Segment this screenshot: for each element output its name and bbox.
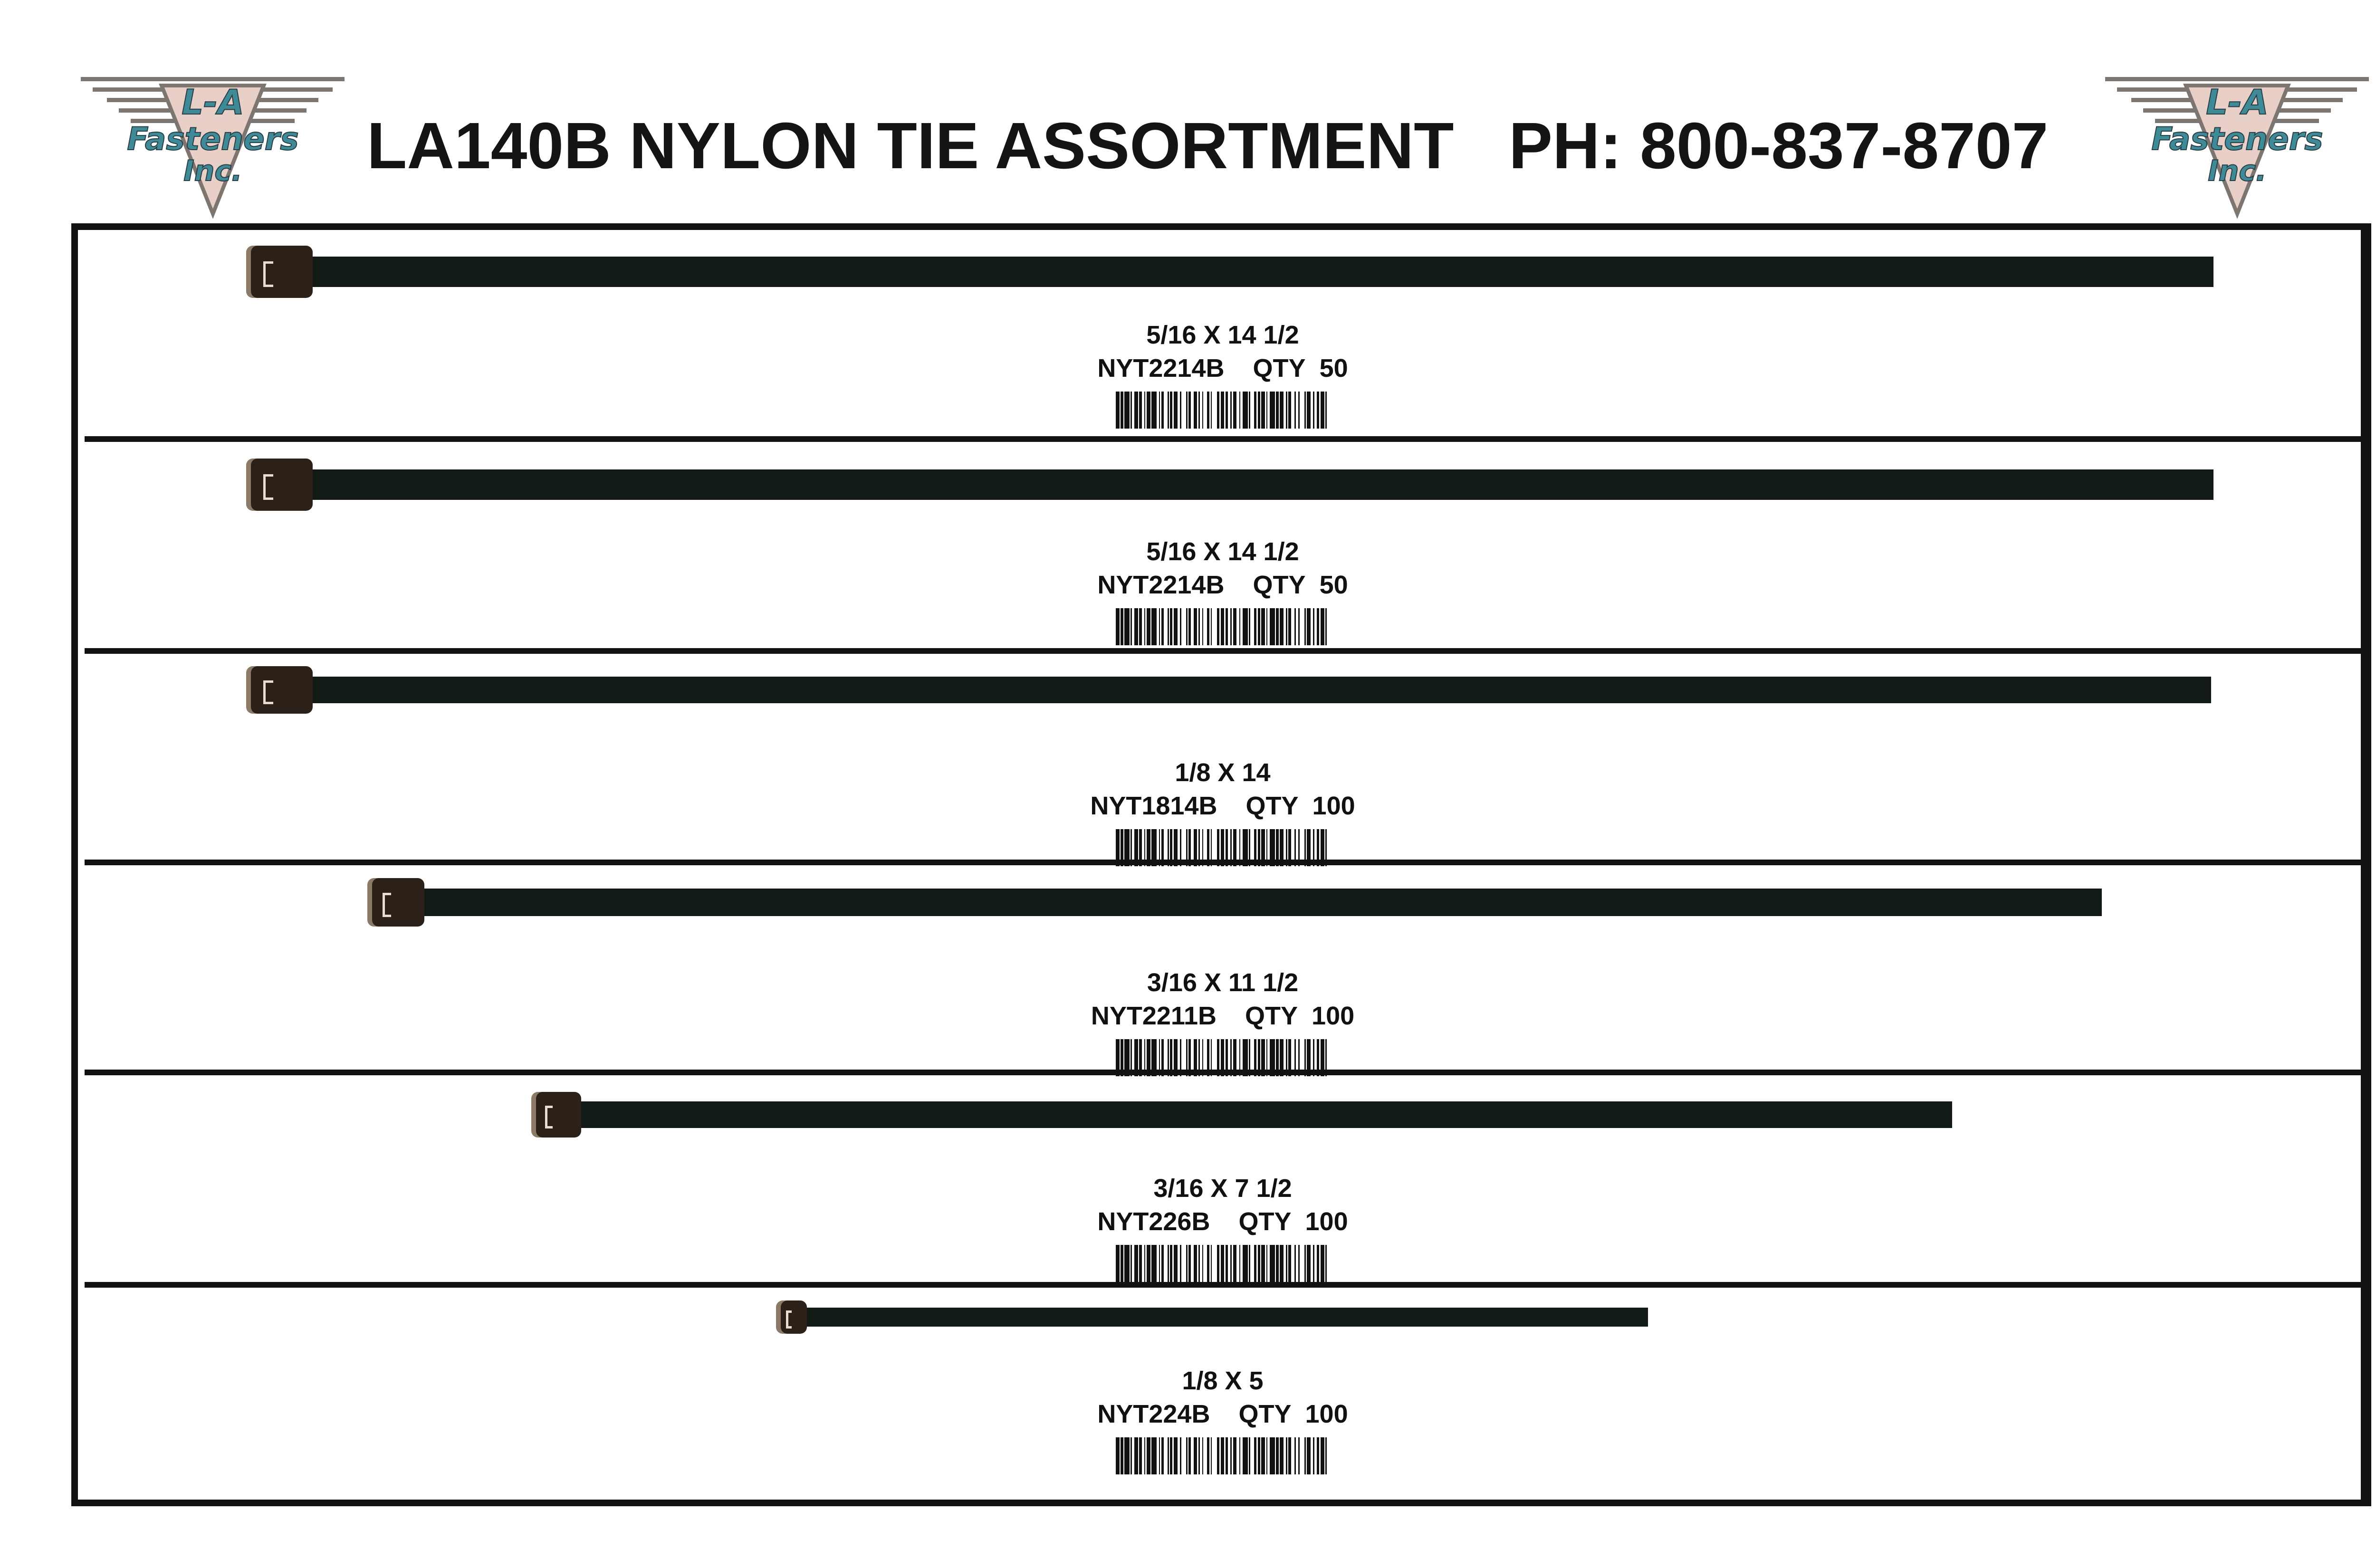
tie-size-label: 3/16 X 11 1/2	[1147, 968, 1299, 997]
part-number: NYT226B	[1097, 1207, 1210, 1236]
cable-tie-strap	[422, 889, 2102, 916]
cable-tie-strap	[311, 469, 2213, 500]
svg-text:L-A: L-A	[182, 82, 244, 122]
qty-label: QTY	[1238, 1400, 1291, 1428]
tie-bin-row	[85, 442, 2361, 648]
qty-value: 100	[1312, 792, 1355, 820]
cable-tie-strap	[311, 257, 2213, 287]
phone-number: PH: 800-837-8707	[1509, 109, 2049, 182]
part-number: NYT2211B	[1091, 1002, 1217, 1030]
cable-tie-head-icon	[781, 1300, 807, 1334]
cable-tie-head-icon	[251, 246, 313, 298]
part-number: NYT224B	[1097, 1400, 1210, 1428]
cable-tie-head-icon	[372, 878, 424, 927]
cable-tie-head-icon	[536, 1092, 581, 1138]
svg-text:Fasteners: Fasteners	[127, 121, 299, 157]
svg-text:Fasteners: Fasteners	[2151, 121, 2323, 157]
part-number: NYT2214B	[1097, 354, 1225, 382]
tie-size-label: 5/16 X 14 1/2	[1146, 321, 1299, 349]
cable-tie-icon	[251, 666, 2211, 714]
tie-bin-row	[85, 865, 2361, 1070]
part-number-line	[85, 1399, 2361, 1429]
qty-value: 100	[1305, 1207, 1348, 1236]
cable-tie-icon	[372, 878, 2102, 927]
part-number: NYT1814B	[1090, 792, 1217, 820]
tie-bin-row	[85, 1288, 2361, 1492]
qty-value: 100	[1312, 1002, 1355, 1030]
row-divider	[85, 860, 2361, 865]
qty-label: QTY	[1238, 1207, 1291, 1236]
barcode	[1116, 1245, 1329, 1282]
part-number-line	[85, 1207, 2361, 1236]
part-number-line	[85, 791, 2361, 821]
company-logo-left	[81, 76, 345, 219]
cable-tie-strap	[579, 1101, 1952, 1128]
barcode	[1116, 392, 1329, 429]
cable-tie-head-icon	[251, 459, 313, 511]
svg-text:L-A: L-A	[2206, 82, 2269, 122]
tie-size-label: 1/8 X 5	[1182, 1367, 1264, 1395]
company-logo-right	[2105, 76, 2369, 219]
tie-size-label: 3/16 X 7 1/2	[1153, 1174, 1292, 1203]
qty-value: 50	[1319, 571, 1348, 599]
row-divider	[85, 648, 2361, 654]
qty-label: QTY	[1253, 354, 1305, 382]
svg-text:Inc.: Inc.	[183, 154, 242, 188]
qty-label: QTY	[1245, 792, 1298, 820]
qty-value: 100	[1305, 1400, 1348, 1428]
part-number-line	[85, 354, 2361, 383]
cable-tie-icon	[781, 1300, 1648, 1334]
cable-tie-head-icon	[251, 666, 313, 714]
cable-tie-icon	[251, 246, 2213, 298]
cable-tie-icon	[536, 1092, 1952, 1138]
part-number-line	[85, 570, 2361, 600]
tie-bin-row	[85, 1076, 2361, 1282]
qty-value: 50	[1319, 354, 1348, 382]
page-title: LA140B NYLON TIE ASSORTMENT	[367, 109, 1454, 182]
barcode	[1116, 608, 1329, 645]
row-divider	[85, 1282, 2361, 1288]
display-board	[71, 223, 2371, 1506]
part-number: NYT2214B	[1097, 571, 1225, 599]
tie-bin-row	[85, 230, 2361, 436]
qty-label: QTY	[1245, 1002, 1298, 1030]
tie-size-label: 1/8 X 14	[1175, 758, 1271, 787]
svg-text:Inc.: Inc.	[2208, 154, 2267, 188]
row-divider	[85, 1070, 2361, 1075]
qty-label: QTY	[1253, 571, 1305, 599]
part-number-line	[85, 1001, 2361, 1031]
cable-tie-icon	[251, 459, 2213, 511]
tie-size-label: 5/16 X 14 1/2	[1146, 537, 1299, 566]
cable-tie-strap	[311, 677, 2211, 703]
row-divider	[85, 436, 2361, 442]
barcode	[1116, 1437, 1329, 1474]
tie-bin-row	[85, 654, 2361, 860]
cable-tie-strap	[805, 1308, 1648, 1327]
